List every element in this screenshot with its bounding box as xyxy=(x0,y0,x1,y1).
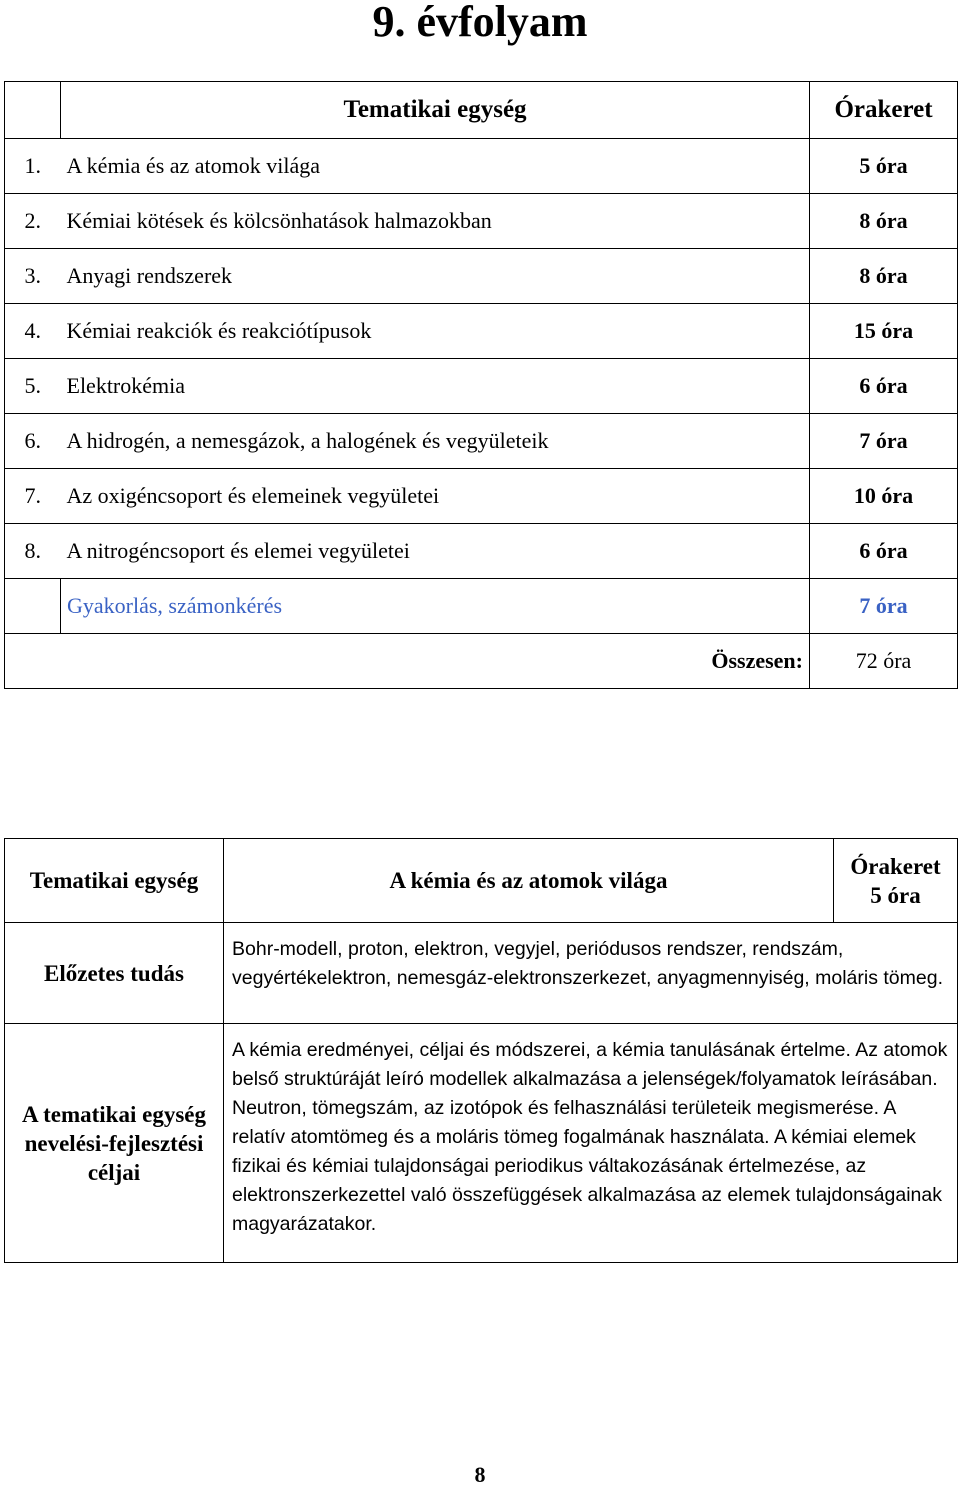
row-number: 6. xyxy=(5,414,61,469)
goals-label xyxy=(5,1024,224,1263)
row-number: 1. xyxy=(5,139,61,194)
unit-header-row xyxy=(5,839,958,923)
row-number: 3. xyxy=(5,249,61,304)
row-number: 7. xyxy=(5,469,61,524)
row-number: 5. xyxy=(5,359,61,414)
goals-label-line: céljai xyxy=(87,1159,141,1185)
total-label: Összesen: xyxy=(5,634,810,689)
total-row xyxy=(5,634,958,689)
table-row xyxy=(5,194,958,249)
row-number: 4. xyxy=(5,304,61,359)
row-unit-name: Kémiai reakciók és reakciótípusok xyxy=(61,304,810,359)
row-hours: 15 óra xyxy=(810,304,958,359)
row-hours: 8 óra xyxy=(810,194,958,249)
table-row xyxy=(5,139,958,194)
practice-hours: 7 óra xyxy=(810,579,958,634)
row-number: 8. xyxy=(5,524,61,579)
row-unit-name: A nitrogéncsoport és elemei vegyületei xyxy=(61,524,810,579)
overview-header-num xyxy=(5,82,61,139)
row-unit-name: Anyagi rendszerek xyxy=(61,249,810,304)
overview-header-hours: Órakeret xyxy=(810,82,958,139)
unit-detail-table xyxy=(4,838,958,1263)
goals-text: A kémia eredményei, céljai és módszerei, a kémia tanulásának értelme. Az atomok belső struktúráját leíró modellek alkalmazása a jelenségek/folyamatok leírásában. Neutron, tömegszám, az izotópok és felhasználási területeik megismerése. A relatív atomtömeg és a moláris tömeg fogalmának használata. A kémiai elemek fizikai és kémiai tulajdonságai periodikus váltakozásának értelmezése, az elektronszerkezettel való összefüggések alkalmazása az elemek tulajdonságainak magyarázatakor. xyxy=(224,1024,958,1263)
unit-hours-cell xyxy=(834,839,958,923)
table-row xyxy=(5,359,958,414)
practice-number-cell xyxy=(5,579,61,634)
table-row xyxy=(5,414,958,469)
overview-header-unit: Tematikai egység xyxy=(61,82,810,139)
page-title: 9. évfolyam xyxy=(372,0,588,46)
row-number: 2. xyxy=(5,194,61,249)
table-row xyxy=(5,249,958,304)
unit-label: Tematikai egység xyxy=(5,839,224,923)
prior-knowledge-text: Bohr-modell, proton, elektron, vegyjel, periódusos rendszer, rendszám, vegyértékelektron, nemesgáz-elektronszerkezet, anyagmennyiség, moláris tömeg. xyxy=(224,923,958,1024)
total-hours: 72 óra xyxy=(810,634,958,689)
row-unit-name: A hidrogén, a nemesgázok, a halogének és vegyületeik xyxy=(61,414,810,469)
row-hours: 6 óra xyxy=(810,359,958,414)
row-unit-name: Az oxigéncsoport és elemeinek vegyületei xyxy=(61,469,810,524)
prior-knowledge-label: Előzetes tudás xyxy=(5,923,224,1024)
row-hours: 7 óra xyxy=(810,414,958,469)
row-hours: 10 óra xyxy=(810,469,958,524)
unit-title: A kémia és az atomok világa xyxy=(224,839,834,923)
table-row xyxy=(5,469,958,524)
row-hours: 6 óra xyxy=(810,524,958,579)
overview-header-row xyxy=(5,82,958,139)
goals-label-line: nevelési-fejlesztési xyxy=(24,1130,204,1156)
goals-row xyxy=(5,1024,958,1263)
row-hours: 8 óra xyxy=(810,249,958,304)
overview-table xyxy=(4,81,958,689)
goals-label-line: A tematikai egység xyxy=(22,1101,206,1127)
table-row xyxy=(5,304,958,359)
practice-row xyxy=(5,579,958,634)
table-row xyxy=(5,524,958,579)
row-unit-name: Kémiai kötések és kölcsönhatások halmazokban xyxy=(61,194,810,249)
row-unit-name: Elektrokémia xyxy=(61,359,810,414)
row-unit-name: A kémia és az atomok világa xyxy=(61,139,810,194)
practice-name: Gyakorlás, számonkérés xyxy=(61,579,810,634)
prior-knowledge-row xyxy=(5,923,958,1024)
row-hours: 5 óra xyxy=(810,139,958,194)
unit-hours-value: 5 óra xyxy=(870,882,921,908)
page-number: 8 xyxy=(474,1462,486,1487)
unit-hours-label: Órakeret xyxy=(850,853,941,879)
